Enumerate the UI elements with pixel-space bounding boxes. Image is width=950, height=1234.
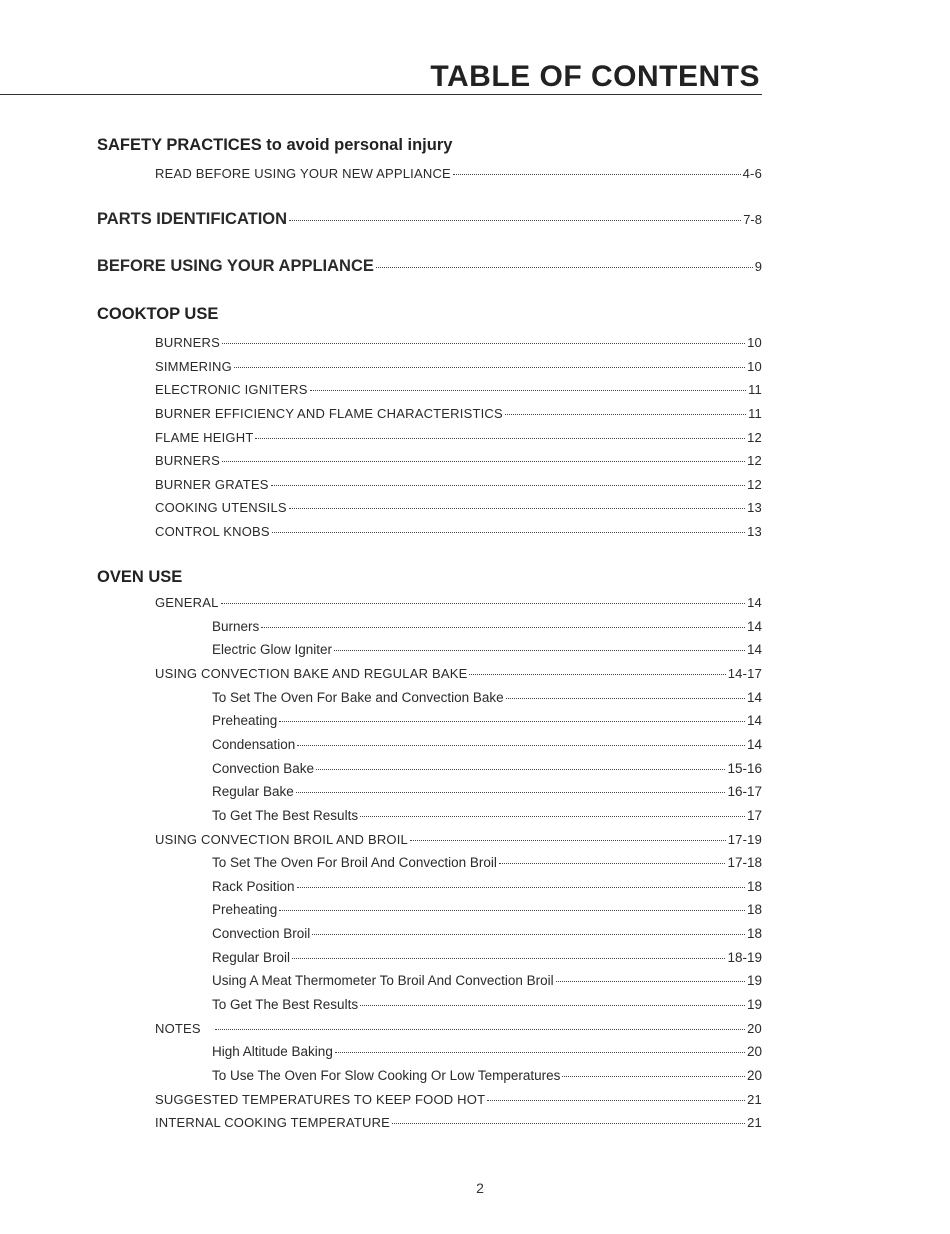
toc-entry-page: 17-19 bbox=[727, 832, 762, 847]
toc-entry-label: Convection Bake bbox=[212, 761, 315, 776]
toc-entry[interactable] bbox=[155, 430, 762, 445]
toc-entry-page: 13 bbox=[747, 500, 762, 515]
dot-leader bbox=[296, 792, 726, 793]
toc-entry[interactable] bbox=[155, 335, 762, 350]
toc-entry-label: To Get The Best Results bbox=[212, 997, 359, 1012]
toc-entry-page: 17-18 bbox=[727, 855, 762, 870]
toc-entry-label: To Set The Oven For Bake and Convection Bake bbox=[212, 690, 504, 705]
dot-leader bbox=[279, 721, 745, 722]
toc-entry-page: 7-8 bbox=[743, 212, 762, 227]
toc-entry[interactable] bbox=[155, 166, 762, 181]
dot-leader bbox=[453, 174, 741, 175]
dot-leader bbox=[222, 343, 745, 344]
toc-entry-page: 14 bbox=[747, 595, 762, 610]
toc-entry-page: 14-17 bbox=[727, 666, 762, 681]
heading-cooktop: COOKTOP USE bbox=[97, 305, 219, 323]
toc-entry-label: Rack Position bbox=[212, 879, 295, 894]
toc-entry[interactable] bbox=[212, 1044, 762, 1059]
toc-entry[interactable] bbox=[155, 382, 762, 397]
toc-entry-page: 12 bbox=[747, 477, 762, 492]
dot-leader bbox=[392, 1123, 745, 1124]
toc-entry-label: SIMMERING bbox=[155, 359, 232, 374]
toc-entry-label: To Use The Oven For Slow Cooking Or Low Temperatures bbox=[212, 1068, 561, 1083]
title-rule bbox=[0, 94, 762, 95]
toc-entry[interactable] bbox=[155, 406, 762, 421]
dot-leader bbox=[505, 414, 746, 415]
dot-leader bbox=[312, 934, 745, 935]
dot-leader bbox=[261, 627, 745, 628]
toc-entry-label: SUGGESTED TEMPERATURES TO KEEP FOOD HOT bbox=[155, 1092, 486, 1107]
heading-safety: SAFETY PRACTICES to avoid personal injury bbox=[97, 136, 453, 154]
toc-entry-label: INTERNAL COOKING TEMPERATURE bbox=[155, 1115, 391, 1130]
toc-entry-page: 14 bbox=[746, 690, 762, 705]
dot-leader bbox=[506, 698, 745, 699]
toc-entry-label: Using A Meat Thermometer To Broil And Convection Broil bbox=[212, 973, 554, 988]
toc-entry-label: BURNER GRATES bbox=[155, 477, 269, 492]
toc-entry-page: 20 bbox=[747, 1021, 762, 1036]
toc-entry-label: CONTROL KNOBS bbox=[155, 524, 270, 539]
dot-leader bbox=[255, 438, 745, 439]
toc-entry[interactable] bbox=[212, 926, 762, 941]
toc-entry-label: BEFORE USING YOUR APPLIANCE bbox=[97, 257, 374, 275]
toc-entry-page: 19 bbox=[746, 973, 762, 988]
toc-entry[interactable] bbox=[212, 973, 762, 988]
toc-entry-label: READ BEFORE USING YOUR NEW APPLIANCE bbox=[155, 166, 451, 181]
dot-leader bbox=[289, 508, 745, 509]
toc-entry[interactable] bbox=[155, 1115, 762, 1130]
toc-entry-label: PARTS IDENTIFICATION bbox=[97, 210, 288, 228]
toc-entry-page: 20 bbox=[746, 1068, 762, 1083]
toc-entry-before[interactable] bbox=[97, 257, 762, 276]
dot-leader bbox=[487, 1100, 745, 1101]
toc-entry-label: USING CONVECTION BAKE AND REGULAR BAKE bbox=[155, 666, 468, 681]
toc-entry[interactable] bbox=[212, 902, 762, 917]
toc-entry[interactable] bbox=[212, 1068, 762, 1083]
toc-entry-label: Electric Glow Igniter bbox=[212, 642, 333, 657]
toc-entry-page: 15-16 bbox=[727, 761, 762, 776]
toc-entry-page: 18 bbox=[746, 926, 762, 941]
toc-entry-page: 14 bbox=[746, 619, 762, 634]
toc-entry[interactable] bbox=[212, 690, 762, 705]
toc-entry-label: Regular Broil bbox=[212, 950, 291, 965]
toc-entry[interactable] bbox=[212, 879, 762, 894]
toc-entry[interactable] bbox=[155, 1021, 762, 1036]
toc-entry[interactable] bbox=[212, 619, 762, 634]
toc-entry-label: Preheating bbox=[212, 713, 278, 728]
toc-entry-label: BURNERS bbox=[155, 335, 220, 350]
toc-entry-page: 18 bbox=[746, 879, 762, 894]
toc-entry-page: 18 bbox=[746, 902, 762, 917]
dot-leader bbox=[360, 816, 745, 817]
toc-entry-label: Condensation bbox=[212, 737, 296, 752]
dot-leader bbox=[297, 887, 745, 888]
dot-leader bbox=[234, 367, 745, 368]
toc-entry-page: 11 bbox=[748, 406, 762, 421]
dot-leader bbox=[297, 745, 745, 746]
toc-entry[interactable] bbox=[212, 642, 762, 657]
toc-entry-label: GENERAL bbox=[155, 595, 219, 610]
toc-entry-label: High Altitude Baking bbox=[212, 1044, 333, 1059]
toc-entry-parts[interactable] bbox=[97, 210, 762, 229]
dot-leader bbox=[562, 1076, 745, 1077]
toc-entry-label: BURNERS bbox=[155, 453, 220, 468]
toc-entry[interactable] bbox=[155, 359, 762, 374]
toc-entry-page: 10 bbox=[747, 335, 762, 350]
toc-entry-label: Burners bbox=[212, 619, 260, 634]
dot-leader bbox=[272, 532, 745, 533]
dot-leader bbox=[310, 390, 746, 391]
dot-leader bbox=[292, 958, 725, 959]
dot-leader bbox=[556, 981, 745, 982]
toc-entry[interactable] bbox=[212, 761, 762, 776]
toc-entry-page: 16-17 bbox=[727, 784, 762, 799]
toc-entry-page: 19 bbox=[746, 997, 762, 1012]
toc-entry[interactable] bbox=[155, 666, 762, 681]
toc-entry-label: Preheating bbox=[212, 902, 278, 917]
toc-entry[interactable] bbox=[212, 950, 762, 965]
toc-entry-page: 12 bbox=[747, 430, 762, 445]
dot-leader bbox=[215, 1029, 745, 1030]
toc-entry-page: 12 bbox=[747, 453, 762, 468]
dot-leader bbox=[410, 840, 726, 841]
toc-entry-page: 20 bbox=[746, 1044, 762, 1059]
toc-entry[interactable] bbox=[212, 808, 762, 823]
toc-entry-page: 14 bbox=[746, 642, 762, 657]
toc-entry-label: USING CONVECTION BROIL AND BROIL bbox=[155, 832, 408, 847]
dot-leader bbox=[271, 485, 746, 486]
dot-leader bbox=[222, 461, 745, 462]
toc-entry-label: To Get The Best Results bbox=[212, 808, 359, 823]
page-title: TABLE OF CONTENTS bbox=[430, 60, 760, 93]
toc-entry-label: COOKING UTENSILS bbox=[155, 500, 287, 515]
toc-entry-page: 4-6 bbox=[742, 166, 762, 181]
toc-entry-label: FLAME HEIGHT bbox=[155, 430, 254, 445]
dot-leader bbox=[469, 674, 725, 675]
dot-leader bbox=[499, 863, 726, 864]
toc-entry-label: NOTES bbox=[155, 1021, 201, 1036]
toc-entry-page: 13 bbox=[747, 524, 762, 539]
toc-entry-page: 9 bbox=[754, 259, 762, 274]
dot-leader bbox=[289, 220, 741, 221]
dot-leader bbox=[335, 1052, 745, 1053]
toc-entry[interactable] bbox=[155, 524, 762, 539]
toc-entry-page: 10 bbox=[747, 359, 762, 374]
dot-leader bbox=[376, 267, 753, 268]
toc-entry-page: 11 bbox=[748, 382, 762, 397]
toc-entry-label: BURNER EFFICIENCY AND FLAME CHARACTERISTICS bbox=[155, 406, 503, 421]
toc-entry[interactable] bbox=[155, 477, 762, 492]
toc-entry-page: 17 bbox=[746, 808, 762, 823]
toc-entry[interactable] bbox=[212, 997, 762, 1012]
toc-entry[interactable] bbox=[212, 855, 762, 870]
toc-entry[interactable] bbox=[212, 737, 762, 752]
toc-entry-page: 21 bbox=[747, 1115, 762, 1130]
toc-entry[interactable] bbox=[155, 453, 762, 468]
toc-entry[interactable] bbox=[212, 784, 762, 799]
dot-leader bbox=[334, 650, 745, 651]
toc-entry-label: To Set The Oven For Broil And Convection Broil bbox=[212, 855, 497, 870]
dot-leader bbox=[279, 910, 745, 911]
toc-entry-page: 21 bbox=[747, 1092, 762, 1107]
dot-leader bbox=[316, 769, 725, 770]
toc-entry-label: Convection Broil bbox=[212, 926, 311, 941]
toc-entry[interactable] bbox=[212, 713, 762, 728]
toc-entry[interactable] bbox=[155, 832, 762, 847]
toc-entry[interactable] bbox=[155, 595, 762, 610]
toc-entry-page: 14 bbox=[746, 713, 762, 728]
toc-entry-page: 18-19 bbox=[727, 950, 762, 965]
toc-entry-page: 14 bbox=[746, 737, 762, 752]
toc-entry-label: Regular Bake bbox=[212, 784, 294, 799]
toc-entry[interactable] bbox=[155, 500, 762, 515]
toc-entry[interactable] bbox=[155, 1092, 762, 1107]
dot-leader bbox=[360, 1005, 745, 1006]
dot-leader bbox=[221, 603, 746, 604]
heading-oven: OVEN USE bbox=[97, 568, 183, 586]
page-number: 2 bbox=[476, 1180, 484, 1196]
toc-entry-label: ELECTRONIC IGNITERS bbox=[155, 382, 308, 397]
